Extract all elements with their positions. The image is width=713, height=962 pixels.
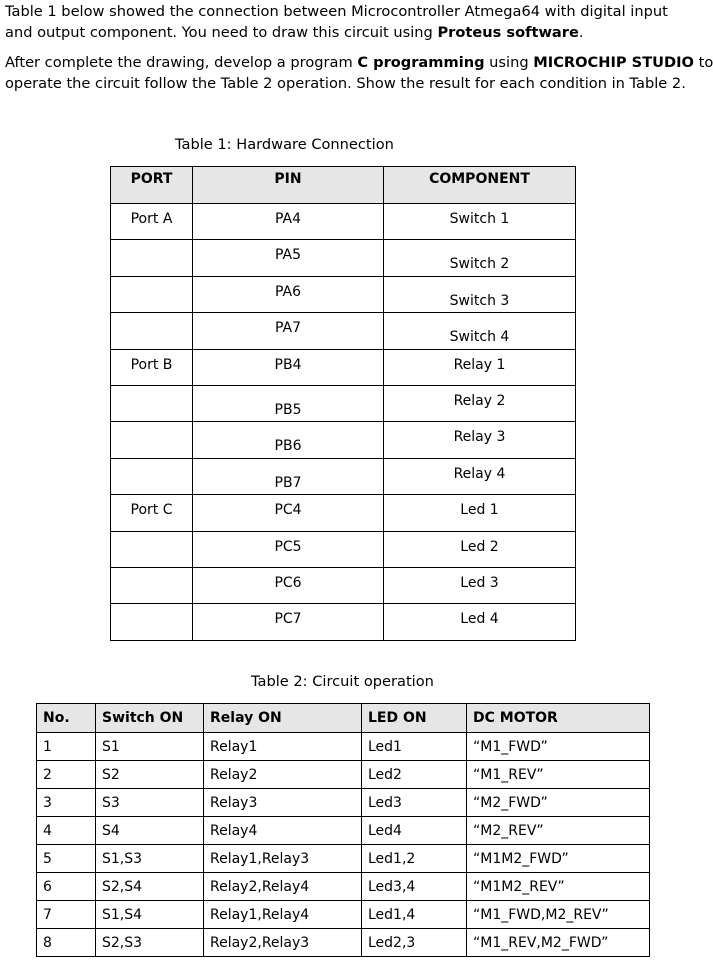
motor-cell: “M1_REV,M2_FWD” xyxy=(467,929,650,957)
port-cell xyxy=(111,276,193,312)
no-cell: 2 xyxy=(37,761,96,789)
component-cell: Relay 1 xyxy=(384,349,576,385)
component-cell: Relay 3 xyxy=(384,422,576,458)
led-cell: Led2,3 xyxy=(362,929,467,957)
component-cell: Led 4 xyxy=(384,604,576,640)
intro-text: After complete the drawing, develop a program xyxy=(5,54,358,71)
switch-cell: S1,S3 xyxy=(96,845,204,873)
column-header-switch: Switch ON xyxy=(96,704,204,733)
no-cell: 4 xyxy=(37,817,96,845)
table-row xyxy=(111,495,576,531)
no-cell: 3 xyxy=(37,789,96,817)
table-row xyxy=(111,604,576,640)
intro-paragraph-1 xyxy=(5,1,685,43)
intro-text: operate the circuit follow the Table 2 operation. Show the result for each condition in Table 2. xyxy=(5,75,686,92)
table-row xyxy=(37,901,650,929)
table-row xyxy=(111,240,576,276)
intro-text: using xyxy=(484,54,534,71)
port-cell xyxy=(111,604,193,640)
table-row xyxy=(111,276,576,312)
motor-cell: “M1_FWD” xyxy=(467,733,650,761)
column-header-motor: DC MOTOR xyxy=(467,704,650,733)
component-cell: Relay 4 xyxy=(384,458,576,494)
column-header-no: No. xyxy=(37,704,96,733)
pin-cell: PA6 xyxy=(193,276,384,312)
led-cell: Led3,4 xyxy=(362,873,467,901)
led-cell: Led2 xyxy=(362,761,467,789)
column-header-led: LED ON xyxy=(362,704,467,733)
no-cell: 7 xyxy=(37,901,96,929)
table-row xyxy=(37,761,650,789)
port-cell xyxy=(111,531,193,567)
led-cell: Led1,4 xyxy=(362,901,467,929)
component-cell: Led 2 xyxy=(384,531,576,567)
pin-cell: PB6 xyxy=(193,422,384,458)
switch-cell: S1 xyxy=(96,733,204,761)
intro-text: to xyxy=(693,54,713,71)
table-row xyxy=(111,313,576,349)
table-row xyxy=(37,817,650,845)
pin-cell: PA4 xyxy=(193,204,384,240)
pin-cell: PB5 xyxy=(193,385,384,421)
relay-cell: Relay4 xyxy=(204,817,362,845)
relay-cell: Relay1 xyxy=(204,733,362,761)
pin-cell: PC4 xyxy=(193,495,384,531)
motor-cell: “M1M2_FWD” xyxy=(467,845,650,873)
intro-bold-text: Proteus software xyxy=(437,24,579,41)
relay-cell: Relay2 xyxy=(204,761,362,789)
table-row xyxy=(111,204,576,240)
intro-text: . xyxy=(578,24,584,41)
motor-cell: “M1M2_REV” xyxy=(467,873,650,901)
pin-cell: PA7 xyxy=(193,313,384,349)
component-cell: Switch 4 xyxy=(384,313,576,349)
table1-caption: Table 1: Hardware Connection xyxy=(175,136,394,153)
relay-cell: Relay2,Relay4 xyxy=(204,873,362,901)
intro-text: and output component. You need to draw this circuit using xyxy=(5,24,438,41)
table-row xyxy=(37,789,650,817)
column-header-component: COMPONENT xyxy=(384,167,576,204)
pin-cell: PA5 xyxy=(193,240,384,276)
column-header-relay: Relay ON xyxy=(204,704,362,733)
port-cell: Port C xyxy=(111,495,193,531)
table-row xyxy=(111,567,576,603)
pin-cell: PC6 xyxy=(193,567,384,603)
table-row xyxy=(111,458,576,494)
intro-bold-text: MICROCHIP STUDIO xyxy=(533,54,694,71)
port-cell: Port B xyxy=(111,349,193,385)
led-cell: Led1 xyxy=(362,733,467,761)
switch-cell: S4 xyxy=(96,817,204,845)
table-row xyxy=(37,929,650,957)
table-row xyxy=(111,385,576,421)
table-header-row xyxy=(37,704,650,733)
relay-cell: Relay1,Relay3 xyxy=(204,845,362,873)
component-cell: Switch 3 xyxy=(384,276,576,312)
motor-cell: “M1_REV” xyxy=(467,761,650,789)
no-cell: 6 xyxy=(37,873,96,901)
port-cell xyxy=(111,567,193,603)
column-header-port: PORT xyxy=(111,167,193,204)
port-cell xyxy=(111,458,193,494)
pin-cell: PC7 xyxy=(193,604,384,640)
relay-cell: Relay1,Relay4 xyxy=(204,901,362,929)
port-cell: Port A xyxy=(111,204,193,240)
intro-bold-text: C programming xyxy=(357,54,485,71)
pin-cell: PB7 xyxy=(193,458,384,494)
no-cell: 8 xyxy=(37,929,96,957)
component-cell: Switch 2 xyxy=(384,240,576,276)
table-row xyxy=(111,349,576,385)
port-cell xyxy=(111,313,193,349)
port-cell xyxy=(111,422,193,458)
port-cell xyxy=(111,385,193,421)
component-cell: Led 3 xyxy=(384,567,576,603)
table-row xyxy=(37,845,650,873)
table-row xyxy=(37,873,650,901)
no-cell: 5 xyxy=(37,845,96,873)
port-cell xyxy=(111,240,193,276)
switch-cell: S3 xyxy=(96,789,204,817)
hardware-connection-table xyxy=(110,166,576,641)
relay-cell: Relay3 xyxy=(204,789,362,817)
switch-cell: S1,S4 xyxy=(96,901,204,929)
no-cell: 1 xyxy=(37,733,96,761)
table-row xyxy=(37,733,650,761)
led-cell: Led3 xyxy=(362,789,467,817)
led-cell: Led1,2 xyxy=(362,845,467,873)
pin-cell: PC5 xyxy=(193,531,384,567)
switch-cell: S2,S3 xyxy=(96,929,204,957)
motor-cell: “M2_REV” xyxy=(467,817,650,845)
column-header-pin: PIN xyxy=(193,167,384,204)
intro-paragraph-2 xyxy=(5,52,713,94)
pin-cell: PB4 xyxy=(193,349,384,385)
table2-caption: Table 2: Circuit operation xyxy=(251,673,434,690)
switch-cell: S2 xyxy=(96,761,204,789)
component-cell: Switch 1 xyxy=(384,204,576,240)
table-row xyxy=(111,531,576,567)
intro-text: Table 1 below showed the connection between Microcontroller Atmega64 with digital input xyxy=(5,3,668,20)
component-cell: Led 1 xyxy=(384,495,576,531)
led-cell: Led4 xyxy=(362,817,467,845)
switch-cell: S2,S4 xyxy=(96,873,204,901)
table-header-row xyxy=(111,167,576,204)
table-row xyxy=(111,422,576,458)
relay-cell: Relay2,Relay3 xyxy=(204,929,362,957)
motor-cell: “M1_FWD,M2_REV” xyxy=(467,901,650,929)
motor-cell: “M2_FWD” xyxy=(467,789,650,817)
circuit-operation-table xyxy=(36,703,650,957)
component-cell: Relay 2 xyxy=(384,385,576,421)
